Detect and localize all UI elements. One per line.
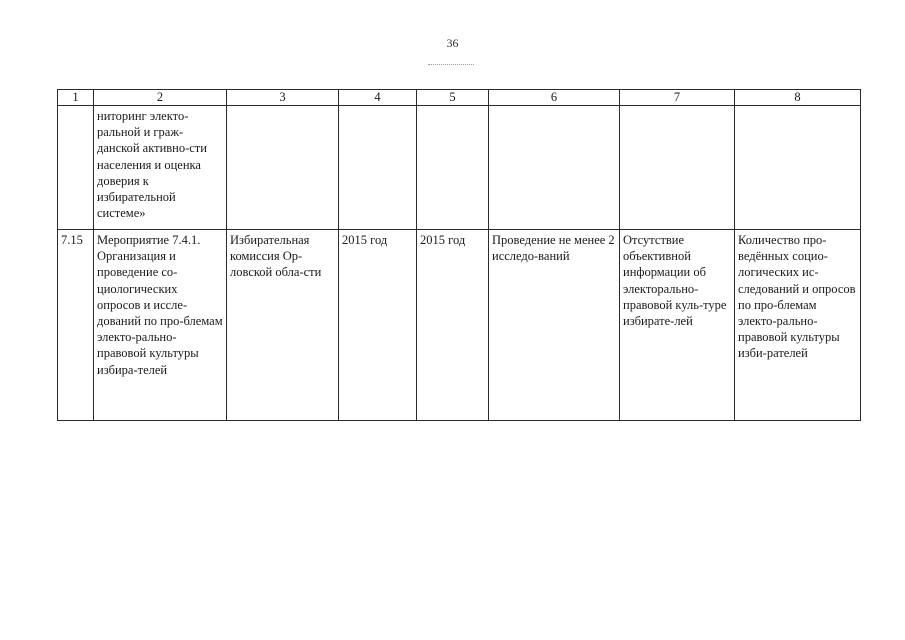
expected-result-cell: Проведение не менее 2 исследо-ваний — [489, 230, 620, 421]
table-row — [58, 106, 861, 230]
document-table — [57, 89, 861, 421]
indicator-cell — [735, 106, 861, 230]
expected-result-cell — [489, 106, 620, 230]
event-name-cell: Мероприятие 7.4.1. Организация и проведение со-циологических опросов и иссле-дований по про-блемам электо-рально-правовой культуры избира-телей — [94, 230, 227, 421]
header-cell-8: 8 — [735, 90, 861, 106]
indicator-cell: Количество про-ведённых социо-логических ис-следований и опросов по про-блемам электо-рально-правовой культуры изби-рателей — [735, 230, 861, 421]
consequence-cell — [620, 106, 735, 230]
header-cell-3: 3 — [227, 90, 339, 106]
start-year-cell: 2015 год — [339, 230, 417, 421]
row-number-cell: 7.15 — [58, 230, 94, 421]
page-number: 36 — [446, 36, 459, 50]
header-cell-7: 7 — [620, 90, 735, 106]
header-cell-1: 1 — [58, 90, 94, 106]
scan-mark — [428, 64, 474, 66]
header-cell-5: 5 — [417, 90, 489, 106]
executor-cell: Избирательная комиссия Ор-ловской обла-сти — [227, 230, 339, 421]
header-row — [58, 90, 861, 106]
header-cell-6: 6 — [489, 90, 620, 106]
event-name-cell: ниторинг электо-ральной и граж-данской активно-сти населения и оценка доверия к избирательной системе» — [94, 106, 227, 230]
table-row — [58, 230, 861, 421]
header-cell-2: 2 — [94, 90, 227, 106]
end-year-cell: 2015 год — [417, 230, 489, 421]
consequence-cell: Отсутствие объективной информации об электорально-правовой куль-туре избирате-лей — [620, 230, 735, 421]
start-year-cell — [339, 106, 417, 230]
end-year-cell — [417, 106, 489, 230]
row-number-cell — [58, 106, 94, 230]
executor-cell — [227, 106, 339, 230]
header-cell-4: 4 — [339, 90, 417, 106]
